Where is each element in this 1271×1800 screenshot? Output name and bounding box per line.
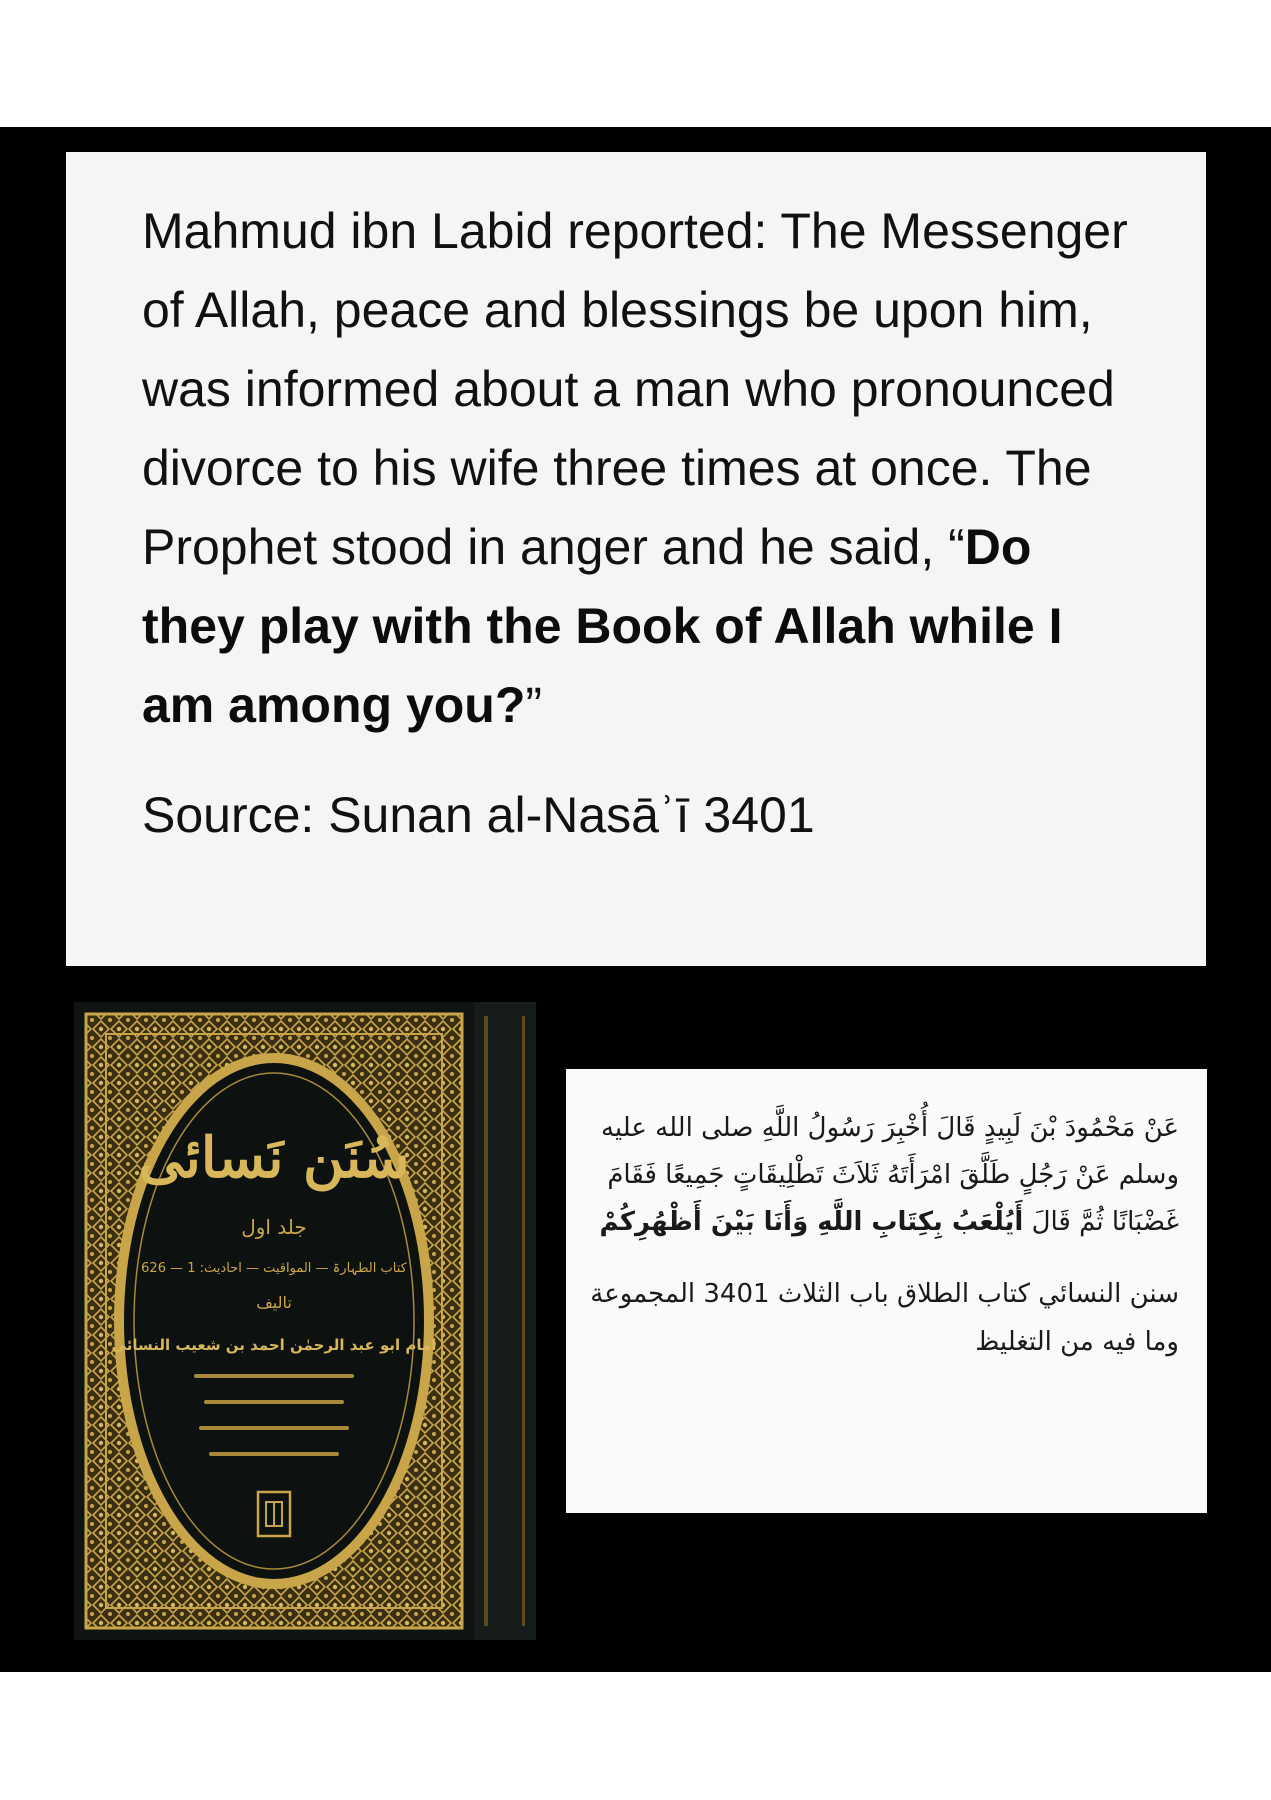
english-narration: Mahmud ibn Labid reported: The Messenger of Allah, peace and blessings be upon him, was informed about a man who pronounced divorce to his wife three times at once. The Prophet stood in anger and he said, “ xyxy=(142,203,1128,575)
arabic-hadith-card xyxy=(566,1069,1207,1513)
sunan-nasai-book-cover xyxy=(74,1002,536,1640)
english-hadith-text xyxy=(142,192,1136,745)
english-hadith-card xyxy=(66,152,1206,966)
arabic-source: سنن النسائي كتاب الطلاق باب الثلاث 3401 المجموعة وما فيه من التغليظ xyxy=(590,1279,1179,1357)
book-contents: کتاب الطہارۃ — المواقیت — احادیث: 1 — 626 xyxy=(141,1261,407,1276)
arabic-narration: عَنْ مَحْمُودَ بْنَ لَبِيدٍ قَالَ أُخْبِرَ رَسُولُ اللَّهِ صلى الله عليه وسلم عَنْ رَجُلٍ طَلَّقَ امْرَأَتَهُ ثَلاَثَ تَطْلِيقَاتٍ جَمِيعًا فَقَامَ غَضْبَانًا ثُمَّ قَالَ xyxy=(600,1113,1179,1237)
arabic-prophet-quote: أَيُلْعَبُ بِكِتَابِ اللَّهِ وَأَنَا بَيْنَ أَظْهُرِكُمْ xyxy=(599,1207,1024,1237)
english-source: Source: Sunan al-Nasāʾī 3401 xyxy=(142,787,815,843)
book-author: امام ابو عبد الرحمٰن احمد بن شعیب النسائی xyxy=(111,1336,437,1354)
book-author-heading: تالیف xyxy=(256,1293,292,1312)
book-volume: جلد اول xyxy=(241,1215,307,1239)
english-prophet-quote: Do they play with the Book of Allah while I am among you? xyxy=(142,519,1063,733)
english-quote-end: ” xyxy=(525,677,543,733)
arabic-hadith-text xyxy=(586,1105,1179,1246)
book-title: سُنَن نَسائی xyxy=(138,1125,410,1191)
